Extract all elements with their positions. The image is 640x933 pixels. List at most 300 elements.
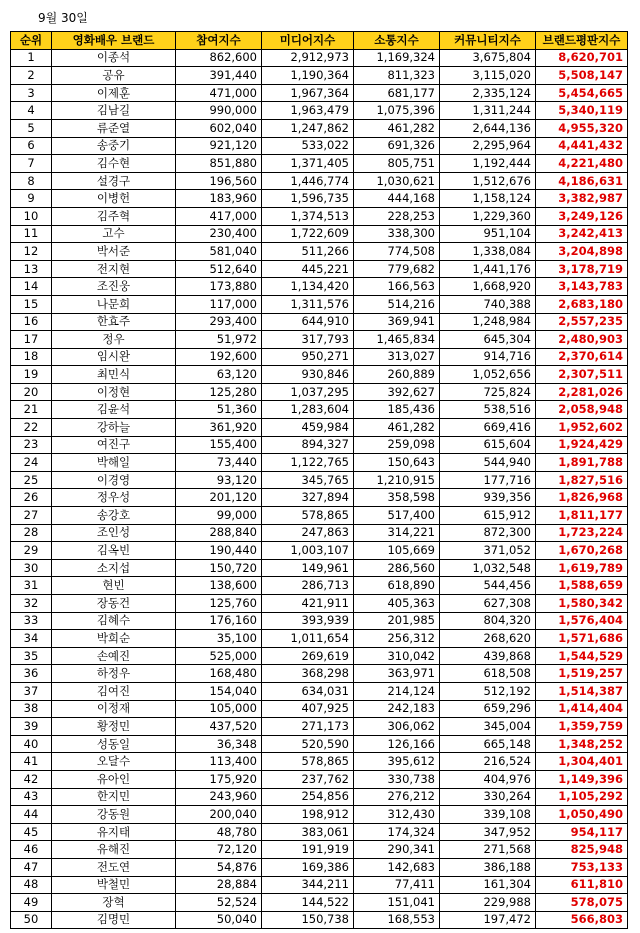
participation-cell: 417,000 bbox=[176, 207, 262, 225]
rank-cell: 21 bbox=[11, 401, 52, 419]
rank-cell: 23 bbox=[11, 436, 52, 454]
media-cell: 1,596,735 bbox=[262, 190, 354, 208]
brand-score-cell: 8,620,701 bbox=[536, 49, 628, 67]
media-cell: 421,911 bbox=[262, 595, 354, 613]
rank-cell: 28 bbox=[11, 524, 52, 542]
actor-name-cell: 김수현 bbox=[52, 155, 176, 173]
table-row bbox=[11, 295, 628, 313]
brand-score-cell: 825,948 bbox=[536, 841, 628, 859]
actor-name-cell: 정우 bbox=[52, 331, 176, 349]
communication-cell: 214,124 bbox=[354, 682, 440, 700]
community-cell: 1,158,124 bbox=[440, 190, 536, 208]
header-participation-index: 참여지수 bbox=[176, 32, 262, 50]
table-row bbox=[11, 137, 628, 155]
participation-cell: 175,920 bbox=[176, 770, 262, 788]
communication-cell: 811,323 bbox=[354, 67, 440, 85]
table-row bbox=[11, 718, 628, 736]
brand-score-cell: 2,557,235 bbox=[536, 313, 628, 331]
actor-name-cell: 최민식 bbox=[52, 366, 176, 384]
brand-score-cell: 1,576,404 bbox=[536, 612, 628, 630]
communication-cell: 256,312 bbox=[354, 630, 440, 648]
actor-name-cell: 한지민 bbox=[52, 788, 176, 806]
media-cell: 1,003,107 bbox=[262, 542, 354, 560]
media-cell: 950,271 bbox=[262, 348, 354, 366]
communication-cell: 358,598 bbox=[354, 489, 440, 507]
participation-cell: 288,840 bbox=[176, 524, 262, 542]
communication-cell: 1,169,324 bbox=[354, 49, 440, 67]
participation-cell: 602,040 bbox=[176, 119, 262, 137]
brand-score-cell: 1,670,268 bbox=[536, 542, 628, 560]
communication-cell: 228,253 bbox=[354, 207, 440, 225]
actor-name-cell: 이제훈 bbox=[52, 84, 176, 102]
media-cell: 578,865 bbox=[262, 753, 354, 771]
media-cell: 459,984 bbox=[262, 419, 354, 437]
community-cell: 1,512,676 bbox=[440, 172, 536, 190]
actor-name-cell: 이경영 bbox=[52, 471, 176, 489]
participation-cell: 51,972 bbox=[176, 331, 262, 349]
table-row bbox=[11, 331, 628, 349]
rank-cell: 46 bbox=[11, 841, 52, 859]
brand-score-cell: 2,683,180 bbox=[536, 295, 628, 313]
community-cell: 439,868 bbox=[440, 647, 536, 665]
table-row bbox=[11, 102, 628, 120]
media-cell: 1,283,604 bbox=[262, 401, 354, 419]
communication-cell: 150,643 bbox=[354, 454, 440, 472]
header-brand-reputation-index: 브랜드평판지수 bbox=[536, 32, 628, 50]
table-row bbox=[11, 770, 628, 788]
participation-cell: 28,884 bbox=[176, 876, 262, 894]
participation-cell: 36,348 bbox=[176, 735, 262, 753]
brand-score-cell: 3,382,987 bbox=[536, 190, 628, 208]
rank-cell: 44 bbox=[11, 806, 52, 824]
communication-cell: 142,683 bbox=[354, 858, 440, 876]
media-cell: 445,221 bbox=[262, 260, 354, 278]
media-cell: 1,122,765 bbox=[262, 454, 354, 472]
header-communication-index: 소통지수 bbox=[354, 32, 440, 50]
table-row bbox=[11, 366, 628, 384]
media-cell: 1,134,420 bbox=[262, 278, 354, 296]
actor-name-cell: 김여진 bbox=[52, 682, 176, 700]
participation-cell: 51,360 bbox=[176, 401, 262, 419]
table-row bbox=[11, 419, 628, 437]
media-cell: 511,266 bbox=[262, 243, 354, 261]
rank-cell: 7 bbox=[11, 155, 52, 173]
header-media-index: 미디어지수 bbox=[262, 32, 354, 50]
table-row bbox=[11, 489, 628, 507]
rank-cell: 6 bbox=[11, 137, 52, 155]
community-cell: 347,952 bbox=[440, 823, 536, 841]
media-cell: 1,037,295 bbox=[262, 383, 354, 401]
participation-cell: 52,524 bbox=[176, 894, 262, 912]
brand-score-cell: 2,281,026 bbox=[536, 383, 628, 401]
communication-cell: 779,682 bbox=[354, 260, 440, 278]
participation-cell: 168,480 bbox=[176, 665, 262, 683]
table-row bbox=[11, 630, 628, 648]
rank-cell: 15 bbox=[11, 295, 52, 313]
rank-cell: 31 bbox=[11, 577, 52, 595]
rank-cell: 49 bbox=[11, 894, 52, 912]
media-cell: 254,856 bbox=[262, 788, 354, 806]
community-cell: 330,264 bbox=[440, 788, 536, 806]
actor-name-cell: 전도연 bbox=[52, 858, 176, 876]
actor-name-cell: 이정현 bbox=[52, 383, 176, 401]
table-row bbox=[11, 788, 628, 806]
actor-name-cell: 황정민 bbox=[52, 718, 176, 736]
table-row bbox=[11, 612, 628, 630]
participation-cell: 48,780 bbox=[176, 823, 262, 841]
table-row bbox=[11, 647, 628, 665]
media-cell: 327,894 bbox=[262, 489, 354, 507]
actor-name-cell: 강하늘 bbox=[52, 419, 176, 437]
media-cell: 1,374,513 bbox=[262, 207, 354, 225]
rank-cell: 45 bbox=[11, 823, 52, 841]
community-cell: 1,229,360 bbox=[440, 207, 536, 225]
media-cell: 1,722,609 bbox=[262, 225, 354, 243]
community-cell: 659,296 bbox=[440, 700, 536, 718]
header-community-index: 커뮤니티지수 bbox=[440, 32, 536, 50]
communication-cell: 260,889 bbox=[354, 366, 440, 384]
actor-name-cell: 소지섭 bbox=[52, 559, 176, 577]
community-cell: 740,388 bbox=[440, 295, 536, 313]
participation-cell: 125,280 bbox=[176, 383, 262, 401]
brand-score-cell: 2,370,614 bbox=[536, 348, 628, 366]
media-cell: 150,738 bbox=[262, 911, 354, 929]
table-row bbox=[11, 841, 628, 859]
participation-cell: 117,000 bbox=[176, 295, 262, 313]
table-row bbox=[11, 401, 628, 419]
media-cell: 634,031 bbox=[262, 682, 354, 700]
rank-cell: 14 bbox=[11, 278, 52, 296]
communication-cell: 1,075,396 bbox=[354, 102, 440, 120]
communication-cell: 166,563 bbox=[354, 278, 440, 296]
rank-cell: 24 bbox=[11, 454, 52, 472]
table-row bbox=[11, 665, 628, 683]
actor-name-cell: 한효주 bbox=[52, 313, 176, 331]
communication-cell: 306,062 bbox=[354, 718, 440, 736]
table-row bbox=[11, 190, 628, 208]
media-cell: 578,865 bbox=[262, 507, 354, 525]
communication-cell: 151,041 bbox=[354, 894, 440, 912]
community-cell: 2,644,136 bbox=[440, 119, 536, 137]
brand-score-cell: 2,058,948 bbox=[536, 401, 628, 419]
community-cell: 216,524 bbox=[440, 753, 536, 771]
community-cell: 1,032,548 bbox=[440, 559, 536, 577]
rank-cell: 30 bbox=[11, 559, 52, 577]
rank-cell: 33 bbox=[11, 612, 52, 630]
rank-cell: 1 bbox=[11, 49, 52, 67]
brand-score-cell: 954,117 bbox=[536, 823, 628, 841]
community-cell: 339,108 bbox=[440, 806, 536, 824]
brand-score-cell: 3,204,898 bbox=[536, 243, 628, 261]
actor-name-cell: 하정우 bbox=[52, 665, 176, 683]
actor-name-cell: 손예진 bbox=[52, 647, 176, 665]
table-row bbox=[11, 471, 628, 489]
communication-cell: 405,363 bbox=[354, 595, 440, 613]
participation-cell: 125,760 bbox=[176, 595, 262, 613]
actor-name-cell: 성동일 bbox=[52, 735, 176, 753]
community-cell: 618,508 bbox=[440, 665, 536, 683]
community-cell: 268,620 bbox=[440, 630, 536, 648]
brand-score-cell: 1,105,292 bbox=[536, 788, 628, 806]
table-row bbox=[11, 735, 628, 753]
participation-cell: 200,040 bbox=[176, 806, 262, 824]
community-cell: 627,308 bbox=[440, 595, 536, 613]
communication-cell: 126,166 bbox=[354, 735, 440, 753]
communication-cell: 618,890 bbox=[354, 577, 440, 595]
brand-reputation-table bbox=[10, 31, 628, 929]
communication-cell: 185,436 bbox=[354, 401, 440, 419]
brand-score-cell: 2,480,903 bbox=[536, 331, 628, 349]
media-cell: 520,590 bbox=[262, 735, 354, 753]
rank-cell: 36 bbox=[11, 665, 52, 683]
media-cell: 533,022 bbox=[262, 137, 354, 155]
media-cell: 407,925 bbox=[262, 700, 354, 718]
participation-cell: 150,720 bbox=[176, 559, 262, 577]
communication-cell: 313,027 bbox=[354, 348, 440, 366]
rank-cell: 39 bbox=[11, 718, 52, 736]
brand-score-cell: 1,519,257 bbox=[536, 665, 628, 683]
media-cell: 144,522 bbox=[262, 894, 354, 912]
actor-name-cell: 유해진 bbox=[52, 841, 176, 859]
rank-cell: 48 bbox=[11, 876, 52, 894]
community-cell: 669,416 bbox=[440, 419, 536, 437]
communication-cell: 312,430 bbox=[354, 806, 440, 824]
media-cell: 237,762 bbox=[262, 770, 354, 788]
header-rank: 순위 bbox=[11, 32, 52, 50]
actor-name-cell: 유아인 bbox=[52, 770, 176, 788]
community-cell: 3,115,020 bbox=[440, 67, 536, 85]
table-row bbox=[11, 876, 628, 894]
community-cell: 939,356 bbox=[440, 489, 536, 507]
actor-name-cell: 조인성 bbox=[52, 524, 176, 542]
community-cell: 197,472 bbox=[440, 911, 536, 929]
participation-cell: 862,600 bbox=[176, 49, 262, 67]
communication-cell: 105,669 bbox=[354, 542, 440, 560]
brand-score-cell: 3,143,783 bbox=[536, 278, 628, 296]
communication-cell: 338,300 bbox=[354, 225, 440, 243]
community-cell: 271,568 bbox=[440, 841, 536, 859]
actor-name-cell: 공유 bbox=[52, 67, 176, 85]
participation-cell: 72,120 bbox=[176, 841, 262, 859]
table-row bbox=[11, 524, 628, 542]
rank-cell: 3 bbox=[11, 84, 52, 102]
rank-cell: 22 bbox=[11, 419, 52, 437]
community-cell: 615,604 bbox=[440, 436, 536, 454]
community-cell: 544,940 bbox=[440, 454, 536, 472]
brand-score-cell: 3,249,126 bbox=[536, 207, 628, 225]
media-cell: 344,211 bbox=[262, 876, 354, 894]
participation-cell: 155,400 bbox=[176, 436, 262, 454]
media-cell: 383,061 bbox=[262, 823, 354, 841]
brand-score-cell: 611,810 bbox=[536, 876, 628, 894]
media-cell: 247,863 bbox=[262, 524, 354, 542]
rank-cell: 29 bbox=[11, 542, 52, 560]
table-row bbox=[11, 700, 628, 718]
rank-cell: 25 bbox=[11, 471, 52, 489]
table-row bbox=[11, 278, 628, 296]
table-row bbox=[11, 894, 628, 912]
table-row bbox=[11, 542, 628, 560]
rank-cell: 12 bbox=[11, 243, 52, 261]
rank-cell: 8 bbox=[11, 172, 52, 190]
rank-cell: 11 bbox=[11, 225, 52, 243]
participation-cell: 176,160 bbox=[176, 612, 262, 630]
rank-cell: 38 bbox=[11, 700, 52, 718]
communication-cell: 514,216 bbox=[354, 295, 440, 313]
communication-cell: 461,282 bbox=[354, 119, 440, 137]
brand-score-cell: 1,588,659 bbox=[536, 577, 628, 595]
brand-score-cell: 1,414,404 bbox=[536, 700, 628, 718]
participation-cell: 99,000 bbox=[176, 507, 262, 525]
participation-cell: 361,920 bbox=[176, 419, 262, 437]
actor-name-cell: 전지현 bbox=[52, 260, 176, 278]
participation-cell: 921,120 bbox=[176, 137, 262, 155]
rank-cell: 37 bbox=[11, 682, 52, 700]
brand-score-cell: 1,149,396 bbox=[536, 770, 628, 788]
actor-name-cell: 박해일 bbox=[52, 454, 176, 472]
actor-name-cell: 현빈 bbox=[52, 577, 176, 595]
community-cell: 1,668,920 bbox=[440, 278, 536, 296]
community-cell: 665,148 bbox=[440, 735, 536, 753]
table-row bbox=[11, 577, 628, 595]
participation-cell: 54,876 bbox=[176, 858, 262, 876]
table-body bbox=[11, 49, 628, 929]
brand-score-cell: 1,571,686 bbox=[536, 630, 628, 648]
communication-cell: 286,560 bbox=[354, 559, 440, 577]
community-cell: 1,248,984 bbox=[440, 313, 536, 331]
brand-score-cell: 578,075 bbox=[536, 894, 628, 912]
community-cell: 872,300 bbox=[440, 524, 536, 542]
participation-cell: 183,960 bbox=[176, 190, 262, 208]
brand-score-cell: 1,952,602 bbox=[536, 419, 628, 437]
table-row bbox=[11, 454, 628, 472]
participation-cell: 73,440 bbox=[176, 454, 262, 472]
brand-score-cell: 4,441,432 bbox=[536, 137, 628, 155]
community-cell: 371,052 bbox=[440, 542, 536, 560]
rank-cell: 47 bbox=[11, 858, 52, 876]
brand-score-cell: 1,304,401 bbox=[536, 753, 628, 771]
table-row bbox=[11, 858, 628, 876]
community-cell: 951,104 bbox=[440, 225, 536, 243]
participation-cell: 391,440 bbox=[176, 67, 262, 85]
rank-cell: 16 bbox=[11, 313, 52, 331]
media-cell: 1,371,405 bbox=[262, 155, 354, 173]
media-cell: 191,919 bbox=[262, 841, 354, 859]
communication-cell: 174,324 bbox=[354, 823, 440, 841]
table-row bbox=[11, 84, 628, 102]
rank-cell: 2 bbox=[11, 67, 52, 85]
actor-name-cell: 김혜수 bbox=[52, 612, 176, 630]
community-cell: 345,004 bbox=[440, 718, 536, 736]
table-row bbox=[11, 243, 628, 261]
community-cell: 386,188 bbox=[440, 858, 536, 876]
community-cell: 804,320 bbox=[440, 612, 536, 630]
rank-cell: 32 bbox=[11, 595, 52, 613]
communication-cell: 691,326 bbox=[354, 137, 440, 155]
rank-cell: 13 bbox=[11, 260, 52, 278]
community-cell: 1,441,176 bbox=[440, 260, 536, 278]
table-row bbox=[11, 207, 628, 225]
media-cell: 1,190,364 bbox=[262, 67, 354, 85]
media-cell: 198,912 bbox=[262, 806, 354, 824]
media-cell: 393,939 bbox=[262, 612, 354, 630]
community-cell: 914,716 bbox=[440, 348, 536, 366]
brand-score-cell: 1,348,252 bbox=[536, 735, 628, 753]
media-cell: 1,011,654 bbox=[262, 630, 354, 648]
media-cell: 286,713 bbox=[262, 577, 354, 595]
participation-cell: 93,120 bbox=[176, 471, 262, 489]
communication-cell: 330,738 bbox=[354, 770, 440, 788]
community-cell: 161,304 bbox=[440, 876, 536, 894]
participation-cell: 50,040 bbox=[176, 911, 262, 929]
brand-score-cell: 1,514,387 bbox=[536, 682, 628, 700]
rank-cell: 10 bbox=[11, 207, 52, 225]
participation-cell: 105,000 bbox=[176, 700, 262, 718]
brand-score-cell: 4,186,631 bbox=[536, 172, 628, 190]
community-cell: 177,716 bbox=[440, 471, 536, 489]
actor-name-cell: 이정재 bbox=[52, 700, 176, 718]
actor-name-cell: 여진구 bbox=[52, 436, 176, 454]
table-row bbox=[11, 155, 628, 173]
communication-cell: 290,341 bbox=[354, 841, 440, 859]
actor-name-cell: 류준열 bbox=[52, 119, 176, 137]
community-cell: 1,192,444 bbox=[440, 155, 536, 173]
media-cell: 269,619 bbox=[262, 647, 354, 665]
communication-cell: 369,941 bbox=[354, 313, 440, 331]
actor-name-cell: 김옥빈 bbox=[52, 542, 176, 560]
actor-name-cell: 김남길 bbox=[52, 102, 176, 120]
community-cell: 404,976 bbox=[440, 770, 536, 788]
brand-score-cell: 4,955,320 bbox=[536, 119, 628, 137]
table-row bbox=[11, 119, 628, 137]
table-row bbox=[11, 507, 628, 525]
communication-cell: 259,098 bbox=[354, 436, 440, 454]
table-row bbox=[11, 595, 628, 613]
rank-cell: 40 bbox=[11, 735, 52, 753]
community-cell: 3,675,804 bbox=[440, 49, 536, 67]
participation-cell: 581,040 bbox=[176, 243, 262, 261]
media-cell: 368,298 bbox=[262, 665, 354, 683]
media-cell: 1,967,364 bbox=[262, 84, 354, 102]
rank-cell: 41 bbox=[11, 753, 52, 771]
table-row bbox=[11, 260, 628, 278]
actor-name-cell: 설경구 bbox=[52, 172, 176, 190]
media-cell: 894,327 bbox=[262, 436, 354, 454]
brand-score-cell: 2,307,511 bbox=[536, 366, 628, 384]
participation-cell: 230,400 bbox=[176, 225, 262, 243]
brand-score-cell: 1,580,342 bbox=[536, 595, 628, 613]
brand-score-cell: 3,242,413 bbox=[536, 225, 628, 243]
brand-score-cell: 1,827,516 bbox=[536, 471, 628, 489]
brand-score-cell: 5,340,119 bbox=[536, 102, 628, 120]
brand-score-cell: 5,508,147 bbox=[536, 67, 628, 85]
actor-name-cell: 김주혁 bbox=[52, 207, 176, 225]
actor-name-cell: 김윤석 bbox=[52, 401, 176, 419]
communication-cell: 1,465,834 bbox=[354, 331, 440, 349]
community-cell: 2,295,964 bbox=[440, 137, 536, 155]
communication-cell: 168,553 bbox=[354, 911, 440, 929]
communication-cell: 77,411 bbox=[354, 876, 440, 894]
participation-cell: 63,120 bbox=[176, 366, 262, 384]
rank-cell: 42 bbox=[11, 770, 52, 788]
community-cell: 615,912 bbox=[440, 507, 536, 525]
actor-name-cell: 정우성 bbox=[52, 489, 176, 507]
brand-score-cell: 5,454,665 bbox=[536, 84, 628, 102]
participation-cell: 196,560 bbox=[176, 172, 262, 190]
brand-score-cell: 1,891,788 bbox=[536, 454, 628, 472]
table-row bbox=[11, 559, 628, 577]
communication-cell: 314,221 bbox=[354, 524, 440, 542]
